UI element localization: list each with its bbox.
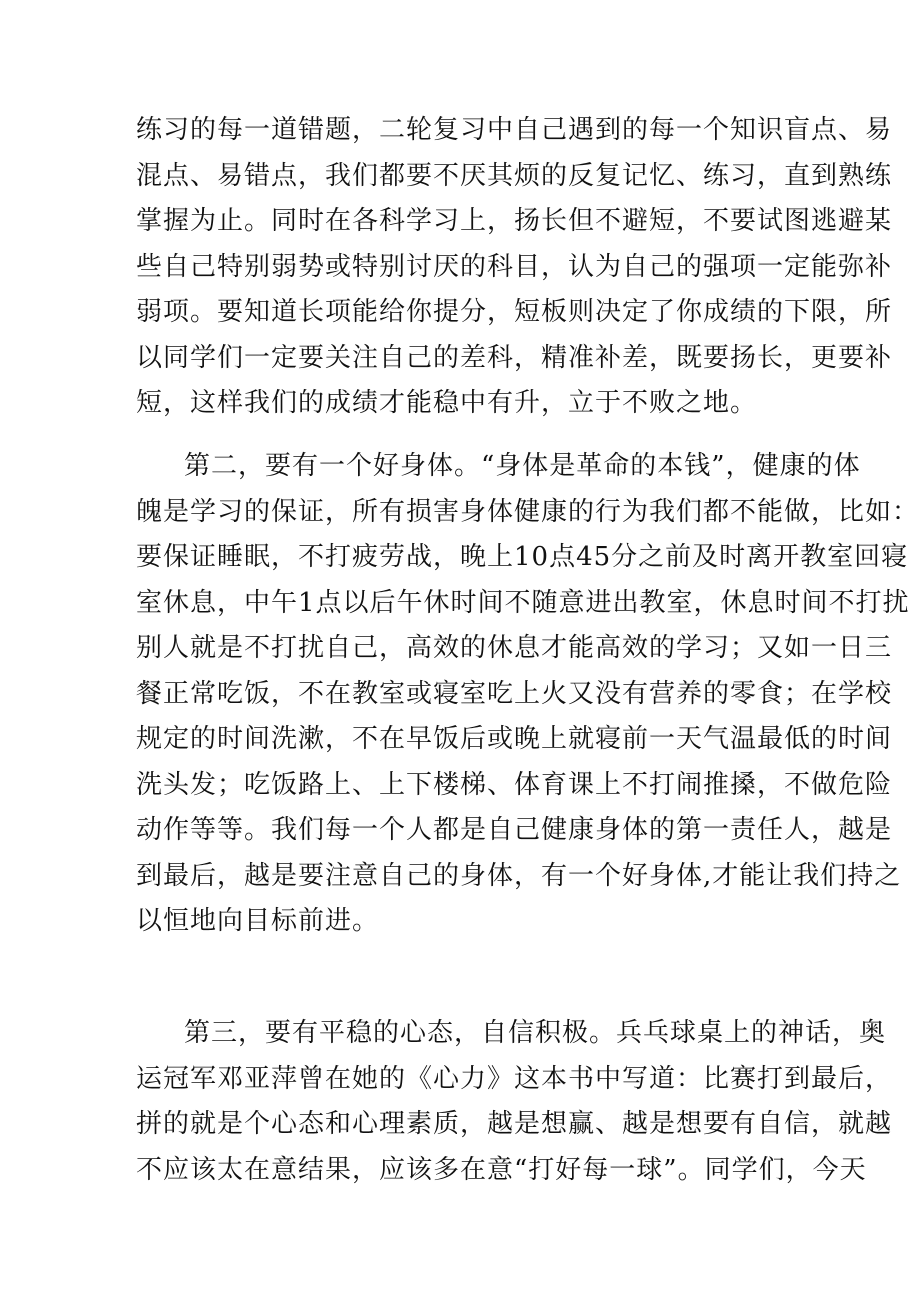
text-line: 不应该太在意结果，应该多在意“打好每一球”。同学们，今天 bbox=[136, 1154, 867, 1185]
text-line: 魄是学习的保证，所有损害身体健康的行为我们都不能做，比如： bbox=[136, 496, 920, 527]
paragraph-steady-mindset bbox=[136, 1011, 892, 1193]
text-line: 以同学们一定要关注自己的差科，精准补差，既要扬长，更要补 bbox=[136, 342, 893, 373]
text-line: 洗头发；吃饭路上、上下楼梯、体育课上不打闹推搡，不做危险 bbox=[136, 769, 893, 800]
text-line: 室休息，中午1点以后午休时间不随意进出教室，休息时间不打扰 bbox=[136, 587, 910, 618]
text-line: 动作等等。我们每一个人都是自己健康身体的第一责任人，越是 bbox=[136, 815, 893, 845]
text-line: 以恒地向目标前进。 bbox=[136, 906, 380, 936]
text-line: 别人就是不打扰自己，高效的休息才能高效的学习；又如一日三 bbox=[136, 633, 893, 663]
text-line: 练习的每一道错题，二轮复习中自己遇到的每一个知识盲点、易 bbox=[136, 115, 893, 145]
text-line: 第二，要有一个好身体。“身体是革命的本钱”，健康的体 bbox=[184, 451, 861, 481]
text-line: 第三，要有平稳的心态，自信积极。兵乓球桌上的神话，奥 bbox=[184, 1018, 887, 1048]
text-line: 拼的就是个心态和心理素质，越是想赢、越是想要有自信，就越 bbox=[136, 1109, 893, 1139]
text-line: 些自己特别弱势或特别讨厌的科目，认为自己的强项一定能弥补 bbox=[136, 251, 893, 282]
text-line: 弱项。要知道长项能给你提分，短板则决定了你成绩的下限，所 bbox=[136, 297, 893, 327]
text-line: 要保证睡眠，不打疲劳战，晚上10点45分之前及时离开教室回寝 bbox=[136, 542, 909, 572]
text-line: 混点、易错点，我们都要不厌其烦的反复记忆、练习，直到熟练 bbox=[136, 160, 893, 191]
text-line: 短，这样我们的成绩才能稳中有升，立于不败之地。 bbox=[136, 388, 758, 418]
text-line: 掌握为止。同时在各科学习上，扬长但不避短，不要试图逃避某 bbox=[136, 206, 893, 236]
text-line: 运冠军邓亚萍曾在她的《心力》这本书中写道：比赛打到最后， bbox=[136, 1063, 893, 1094]
text-line: 餐正常吃饭，不在教室或寝室吃上火又没有营养的零食；在学校 bbox=[136, 678, 893, 709]
text-line: 规定的时间洗漱，不在早饭后或晚上就寝前一天气温最低的时间 bbox=[136, 724, 893, 754]
paragraph-good-health bbox=[136, 444, 919, 945]
paragraph-study-weak-subjects bbox=[136, 108, 892, 427]
text-line: 到最后，越是要注意自己的身体，有一个好身体,才能让我们持之 bbox=[136, 860, 902, 891]
